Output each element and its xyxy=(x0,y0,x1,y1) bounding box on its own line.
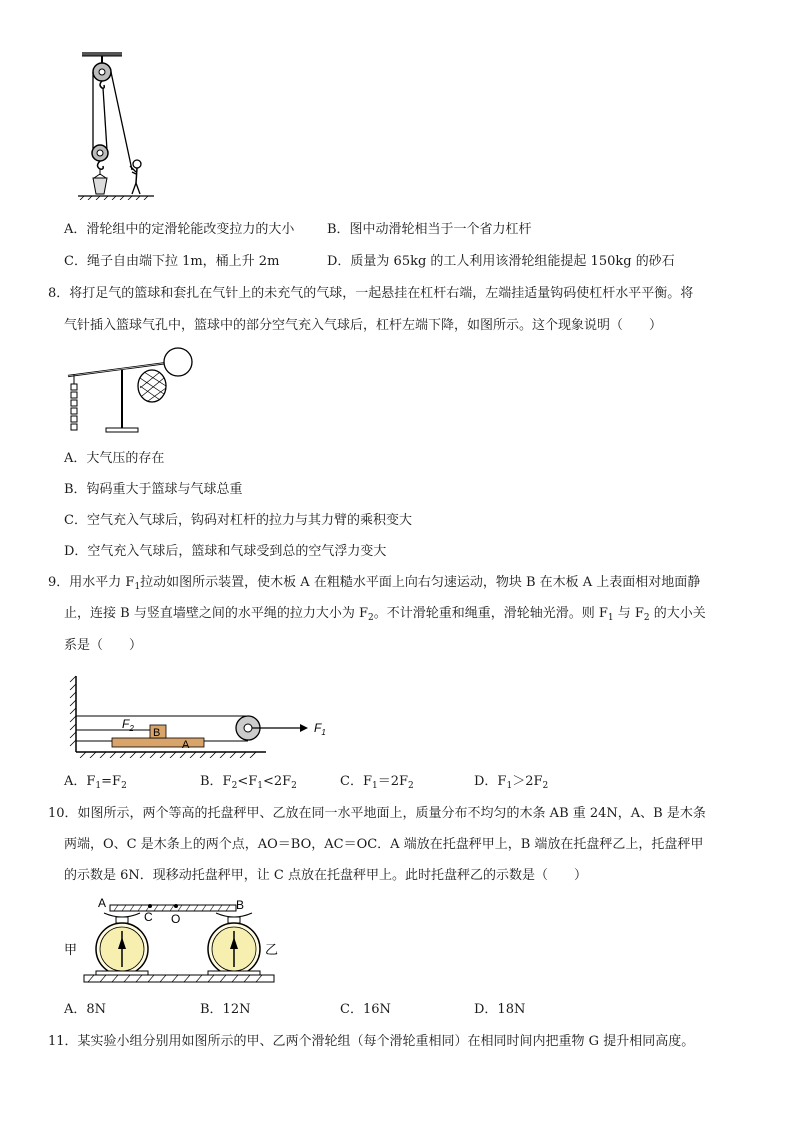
q9-option-d: D．$F_1>2F_2$ xyxy=(474,774,549,791)
q10-stem-line1: 10．如图所示，两个等高的托盘秤甲、乙放在同一水平地面上，质量分布不均匀的木条 AB 重 24N，A、B 是木条 xyxy=(48,806,706,821)
label-f1: $F_1$ xyxy=(314,721,326,737)
q8-option-d: D．空气充入气球后，篮球和气球受到总的空气浮力变大 xyxy=(64,544,387,559)
q11-stem-line1: 11．某实验小组分别用如图所示的甲、乙两个滑轮组（每个滑轮重相同）在相同时间内把重物 G 提升相同高度。 xyxy=(48,1034,695,1049)
q9-stem-line2: 止，连接 B 与竖直墙壁之间的水平绳的拉力大小为 $F_2$。不计滑轮重和绳重，滑轮轴光滑。则 $F_1$ 与 $F_2$ 的大小关 xyxy=(64,606,706,623)
q8-option-c: C．空气充入气球后，钩码对杠杆的拉力与其力臂的乘积变大 xyxy=(64,513,412,528)
label-block-b: B xyxy=(153,727,161,739)
label-point-o: O xyxy=(171,912,181,926)
pulley-figure xyxy=(74,50,164,200)
lever-balloon-figure xyxy=(62,344,198,438)
board-pulley-figure xyxy=(66,672,336,758)
label-scale-yi: 乙 xyxy=(265,943,279,958)
label-scale-jia: 甲 xyxy=(64,943,78,958)
label-point-c: C xyxy=(144,910,153,924)
label-board-a: A xyxy=(182,739,190,751)
q9-option-a: A．$F_1=F_2$ xyxy=(64,774,127,791)
q10-stem-line3: 的示数是 6N．现移动托盘秤甲，让 C 点放在托盘秤甲上。此时托盘秤乙的示数是（ ） xyxy=(64,868,587,883)
q9-option-c: C．$F_1=2F_2$ xyxy=(340,774,414,791)
label-point-a: A xyxy=(98,896,107,910)
q10-option-d: D．18N xyxy=(474,1002,526,1017)
q10-stem-line2: 两端，O、C 是木条上的两个点，AO＝BO，AC＝OC．A 端放在托盘秤甲上，B 端放在托盘秤乙上，托盘秤甲 xyxy=(64,837,704,852)
label-point-b: B xyxy=(236,898,245,912)
q10-option-a: A．8N xyxy=(64,1002,107,1017)
q7-option-d: D．质量为 65kg 的工人利用该滑轮组能提起 150kg 的砂石 xyxy=(327,254,675,269)
q8-option-a: A．大气压的存在 xyxy=(64,451,165,466)
q8-option-b: B．钩码重大于篮球与气球总重 xyxy=(64,482,243,497)
q7-option-b: B．图中动滑轮相当于一个省力杠杆 xyxy=(327,222,532,237)
q7-option-a: A．滑轮组中的定滑轮能改变拉力的大小 xyxy=(64,222,295,237)
q9-stem-line3: 系是（ ） xyxy=(64,638,143,653)
q10-option-c: C．16N xyxy=(340,1002,391,1017)
q10-option-b: B．12N xyxy=(200,1002,251,1017)
q9-option-b: B．$F_2<F_1<2F_2$ xyxy=(200,774,297,791)
q8-stem-line2: 气针插入篮球气孔中，篮球中的部分空气充入气球后，杠杆左端下降，如图所示。这个现象说明（ ） xyxy=(64,318,663,333)
q9-stem-line1: 9．用水平力 $F_1$拉动如图所示装置，使木板 A 在粗糙水平面上向右匀速运动，物块 B 在木板 A 上表面相对地面静 xyxy=(48,575,701,592)
label-f2: $F_2$ xyxy=(122,717,134,733)
q8-stem-line1: 8．将打足气的篮球和套扎在气针上的未充气的气球，一起悬挂在杠杆右端，左端挂适量钩码使杠杆水平平衡。将 xyxy=(48,286,694,301)
q7-option-c: C．绳子自由端下拉 1m，桶上升 2m xyxy=(64,254,280,269)
scales-figure xyxy=(60,895,290,983)
